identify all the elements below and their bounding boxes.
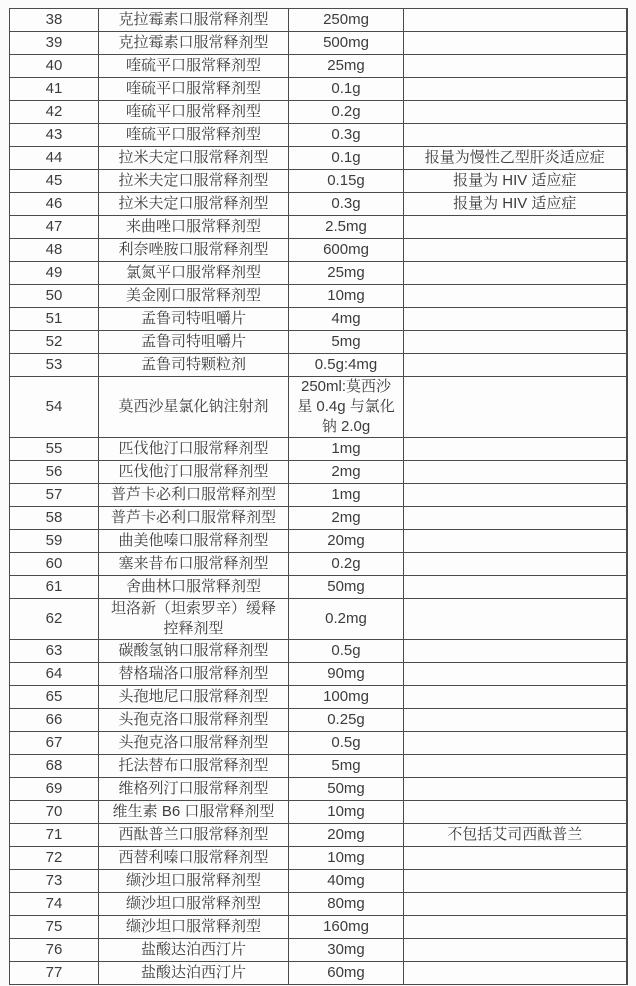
cell-note bbox=[404, 962, 627, 985]
cell-drug-name: 盐酸达泊西汀片 bbox=[99, 939, 289, 962]
table-row bbox=[10, 847, 627, 870]
table-row bbox=[10, 354, 627, 377]
table-row bbox=[10, 599, 627, 640]
cell-row-number: 46 bbox=[10, 193, 99, 216]
cell-strength: 20mg bbox=[289, 824, 404, 847]
cell-strength: 0.2mg bbox=[289, 599, 404, 640]
cell-row-number: 44 bbox=[10, 147, 99, 170]
cell-strength: 2mg bbox=[289, 507, 404, 530]
cell-strength: 60mg bbox=[289, 962, 404, 985]
cell-drug-name: 头孢克洛口服常释剂型 bbox=[99, 709, 289, 732]
cell-row-number: 43 bbox=[10, 124, 99, 147]
table-row bbox=[10, 124, 627, 147]
cell-note bbox=[404, 599, 627, 640]
cell-strength: 2mg bbox=[289, 461, 404, 484]
cell-note bbox=[404, 686, 627, 709]
cell-note bbox=[404, 893, 627, 916]
cell-strength: 100mg bbox=[289, 686, 404, 709]
table-row bbox=[10, 686, 627, 709]
cell-row-number: 56 bbox=[10, 461, 99, 484]
cell-row-number: 59 bbox=[10, 530, 99, 553]
cell-note bbox=[404, 9, 627, 32]
table-row bbox=[10, 893, 627, 916]
cell-row-number: 76 bbox=[10, 939, 99, 962]
cell-note bbox=[404, 507, 627, 530]
cell-drug-name: 缬沙坦口服常释剂型 bbox=[99, 870, 289, 893]
table-row bbox=[10, 147, 627, 170]
cell-strength: 0.3g bbox=[289, 193, 404, 216]
cell-drug-name: 普芦卡必利口服常释剂型 bbox=[99, 507, 289, 530]
cell-strength: 10mg bbox=[289, 801, 404, 824]
cell-note bbox=[404, 78, 627, 101]
cell-note bbox=[404, 461, 627, 484]
cell-drug-name: 碳酸氢钠口服常释剂型 bbox=[99, 640, 289, 663]
cell-strength: 0.5g bbox=[289, 640, 404, 663]
drug-list-table-container bbox=[9, 8, 628, 985]
cell-note bbox=[404, 709, 627, 732]
cell-strength: 0.2g bbox=[289, 553, 404, 576]
cell-note bbox=[404, 732, 627, 755]
cell-drug-name: 西酞普兰口服常释剂型 bbox=[99, 824, 289, 847]
cell-drug-name: 克拉霉素口服常释剂型 bbox=[99, 9, 289, 32]
drug-table-body bbox=[10, 9, 627, 985]
cell-strength: 1mg bbox=[289, 438, 404, 461]
cell-note bbox=[404, 438, 627, 461]
table-row bbox=[10, 824, 627, 847]
cell-row-number: 61 bbox=[10, 576, 99, 599]
cell-note: 不包括艾司西酞普兰 bbox=[404, 824, 627, 847]
table-row bbox=[10, 778, 627, 801]
cell-row-number: 74 bbox=[10, 893, 99, 916]
cell-row-number: 48 bbox=[10, 239, 99, 262]
table-row bbox=[10, 732, 627, 755]
table-row bbox=[10, 78, 627, 101]
cell-note bbox=[404, 124, 627, 147]
cell-strength: 1mg bbox=[289, 484, 404, 507]
cell-drug-name: 孟鲁司特咀嚼片 bbox=[99, 331, 289, 354]
cell-row-number: 51 bbox=[10, 308, 99, 331]
cell-drug-name: 喹硫平口服常释剂型 bbox=[99, 101, 289, 124]
cell-strength: 500mg bbox=[289, 32, 404, 55]
cell-drug-name: 托法替布口服常释剂型 bbox=[99, 755, 289, 778]
cell-strength: 90mg bbox=[289, 663, 404, 686]
table-row bbox=[10, 640, 627, 663]
cell-strength: 0.2g bbox=[289, 101, 404, 124]
table-row bbox=[10, 308, 627, 331]
cell-note bbox=[404, 755, 627, 778]
cell-strength: 5mg bbox=[289, 331, 404, 354]
table-row bbox=[10, 9, 627, 32]
cell-note bbox=[404, 484, 627, 507]
cell-row-number: 42 bbox=[10, 101, 99, 124]
cell-note bbox=[404, 778, 627, 801]
table-row bbox=[10, 262, 627, 285]
table-row bbox=[10, 507, 627, 530]
table-row bbox=[10, 755, 627, 778]
table-row bbox=[10, 285, 627, 308]
cell-strength: 25mg bbox=[289, 55, 404, 78]
cell-row-number: 54 bbox=[10, 377, 99, 438]
cell-strength: 80mg bbox=[289, 893, 404, 916]
cell-row-number: 50 bbox=[10, 285, 99, 308]
table-row bbox=[10, 530, 627, 553]
cell-drug-name: 曲美他嗪口服常释剂型 bbox=[99, 530, 289, 553]
cell-drug-name: 匹伐他汀口服常释剂型 bbox=[99, 461, 289, 484]
table-row bbox=[10, 663, 627, 686]
cell-row-number: 64 bbox=[10, 663, 99, 686]
cell-note: 报量为慢性乙型肝炎适应症 bbox=[404, 147, 627, 170]
cell-drug-name: 匹伐他汀口服常释剂型 bbox=[99, 438, 289, 461]
cell-drug-name: 拉米夫定口服常释剂型 bbox=[99, 147, 289, 170]
table-row bbox=[10, 55, 627, 78]
cell-row-number: 40 bbox=[10, 55, 99, 78]
cell-note bbox=[404, 939, 627, 962]
cell-row-number: 53 bbox=[10, 354, 99, 377]
cell-strength: 25mg bbox=[289, 262, 404, 285]
cell-strength: 5mg bbox=[289, 755, 404, 778]
cell-strength: 0.25g bbox=[289, 709, 404, 732]
cell-note bbox=[404, 239, 627, 262]
cell-drug-name: 氯氮平口服常释剂型 bbox=[99, 262, 289, 285]
cell-strength: 600mg bbox=[289, 239, 404, 262]
cell-row-number: 62 bbox=[10, 599, 99, 640]
cell-note bbox=[404, 553, 627, 576]
cell-strength: 4mg bbox=[289, 308, 404, 331]
cell-row-number: 45 bbox=[10, 170, 99, 193]
cell-drug-name: 孟鲁司特咀嚼片 bbox=[99, 308, 289, 331]
cell-drug-name: 拉米夫定口服常释剂型 bbox=[99, 193, 289, 216]
cell-note bbox=[404, 55, 627, 78]
cell-drug-name: 喹硫平口服常释剂型 bbox=[99, 78, 289, 101]
cell-note bbox=[404, 576, 627, 599]
cell-note bbox=[404, 801, 627, 824]
cell-drug-name: 缬沙坦口服常释剂型 bbox=[99, 916, 289, 939]
cell-note bbox=[404, 663, 627, 686]
cell-drug-name: 孟鲁司特颗粒剂 bbox=[99, 354, 289, 377]
table-row bbox=[10, 331, 627, 354]
cell-row-number: 41 bbox=[10, 78, 99, 101]
table-row bbox=[10, 553, 627, 576]
cell-drug-name: 舍曲林口服常释剂型 bbox=[99, 576, 289, 599]
cell-row-number: 71 bbox=[10, 824, 99, 847]
cell-row-number: 57 bbox=[10, 484, 99, 507]
cell-row-number: 69 bbox=[10, 778, 99, 801]
table-row bbox=[10, 576, 627, 599]
cell-strength: 50mg bbox=[289, 778, 404, 801]
cell-strength: 50mg bbox=[289, 576, 404, 599]
table-row bbox=[10, 438, 627, 461]
cell-note bbox=[404, 262, 627, 285]
cell-drug-name: 塞来昔布口服常释剂型 bbox=[99, 553, 289, 576]
cell-row-number: 65 bbox=[10, 686, 99, 709]
table-row bbox=[10, 801, 627, 824]
cell-note bbox=[404, 331, 627, 354]
cell-row-number: 60 bbox=[10, 553, 99, 576]
cell-drug-name: 西替利嗪口服常释剂型 bbox=[99, 847, 289, 870]
cell-strength: 0.5g:4mg bbox=[289, 354, 404, 377]
cell-row-number: 77 bbox=[10, 962, 99, 985]
cell-strength: 0.15g bbox=[289, 170, 404, 193]
cell-row-number: 70 bbox=[10, 801, 99, 824]
cell-drug-name: 维格列汀口服常释剂型 bbox=[99, 778, 289, 801]
cell-strength: 160mg bbox=[289, 916, 404, 939]
cell-strength: 0.3g bbox=[289, 124, 404, 147]
cell-row-number: 73 bbox=[10, 870, 99, 893]
table-row bbox=[10, 101, 627, 124]
cell-row-number: 63 bbox=[10, 640, 99, 663]
cell-drug-name: 头孢克洛口服常释剂型 bbox=[99, 732, 289, 755]
cell-note bbox=[404, 354, 627, 377]
table-row bbox=[10, 377, 627, 438]
cell-note bbox=[404, 870, 627, 893]
cell-note bbox=[404, 847, 627, 870]
cell-strength: 250mg bbox=[289, 9, 404, 32]
cell-row-number: 52 bbox=[10, 331, 99, 354]
cell-drug-name: 来曲唑口服常释剂型 bbox=[99, 216, 289, 239]
drug-list-table bbox=[9, 8, 628, 985]
table-row bbox=[10, 484, 627, 507]
cell-note bbox=[404, 377, 627, 438]
cell-strength: 0.1g bbox=[289, 78, 404, 101]
cell-row-number: 49 bbox=[10, 262, 99, 285]
table-row bbox=[10, 709, 627, 732]
cell-drug-name: 盐酸达泊西汀片 bbox=[99, 962, 289, 985]
cell-drug-name: 缬沙坦口服常释剂型 bbox=[99, 893, 289, 916]
table-row bbox=[10, 939, 627, 962]
cell-strength: 40mg bbox=[289, 870, 404, 893]
cell-drug-name: 克拉霉素口服常释剂型 bbox=[99, 32, 289, 55]
cell-row-number: 39 bbox=[10, 32, 99, 55]
cell-row-number: 75 bbox=[10, 916, 99, 939]
cell-strength: 30mg bbox=[289, 939, 404, 962]
table-row bbox=[10, 461, 627, 484]
table-row bbox=[10, 962, 627, 985]
cell-row-number: 68 bbox=[10, 755, 99, 778]
cell-note bbox=[404, 308, 627, 331]
cell-strength: 20mg bbox=[289, 530, 404, 553]
cell-note bbox=[404, 32, 627, 55]
cell-drug-name: 头孢地尼口服常释剂型 bbox=[99, 686, 289, 709]
cell-drug-name: 美金刚口服常释剂型 bbox=[99, 285, 289, 308]
table-row bbox=[10, 239, 627, 262]
table-row bbox=[10, 916, 627, 939]
cell-row-number: 66 bbox=[10, 709, 99, 732]
cell-note: 报量为 HIV 适应症 bbox=[404, 193, 627, 216]
cell-row-number: 67 bbox=[10, 732, 99, 755]
cell-drug-name: 普芦卡必利口服常释剂型 bbox=[99, 484, 289, 507]
cell-drug-name: 替格瑞洛口服常释剂型 bbox=[99, 663, 289, 686]
cell-strength: 250ml:莫西沙星 0.4g 与氯化钠 2.0g bbox=[289, 377, 404, 438]
cell-note bbox=[404, 216, 627, 239]
cell-note bbox=[404, 530, 627, 553]
cell-drug-name: 维生素 B6 口服常释剂型 bbox=[99, 801, 289, 824]
cell-row-number: 55 bbox=[10, 438, 99, 461]
cell-strength: 10mg bbox=[289, 285, 404, 308]
table-row bbox=[10, 193, 627, 216]
cell-strength: 10mg bbox=[289, 847, 404, 870]
cell-note bbox=[404, 101, 627, 124]
cell-row-number: 38 bbox=[10, 9, 99, 32]
cell-drug-name: 喹硫平口服常释剂型 bbox=[99, 124, 289, 147]
table-row bbox=[10, 32, 627, 55]
cell-drug-name: 利奈唑胺口服常释剂型 bbox=[99, 239, 289, 262]
table-row bbox=[10, 216, 627, 239]
cell-drug-name: 喹硫平口服常释剂型 bbox=[99, 55, 289, 78]
cell-strength: 0.1g bbox=[289, 147, 404, 170]
cell-row-number: 58 bbox=[10, 507, 99, 530]
table-row bbox=[10, 870, 627, 893]
cell-drug-name: 坦洛新（坦索罗辛）缓释控释剂型 bbox=[99, 599, 289, 640]
cell-note bbox=[404, 640, 627, 663]
cell-strength: 2.5mg bbox=[289, 216, 404, 239]
cell-strength: 0.5g bbox=[289, 732, 404, 755]
table-row bbox=[10, 170, 627, 193]
cell-row-number: 72 bbox=[10, 847, 99, 870]
cell-row-number: 47 bbox=[10, 216, 99, 239]
cell-note bbox=[404, 916, 627, 939]
cell-note: 报量为 HIV 适应症 bbox=[404, 170, 627, 193]
cell-drug-name: 拉米夫定口服常释剂型 bbox=[99, 170, 289, 193]
cell-drug-name: 莫西沙星氯化钠注射剂 bbox=[99, 377, 289, 438]
cell-note bbox=[404, 285, 627, 308]
